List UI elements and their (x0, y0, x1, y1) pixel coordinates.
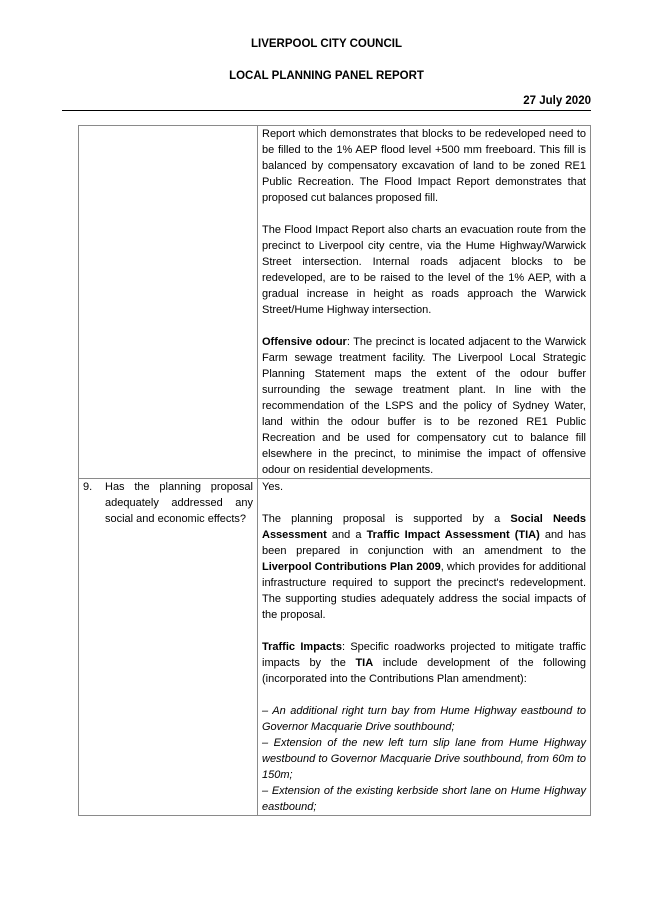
traffic-paragraph (262, 639, 586, 687)
traffic-text-1: : Specific roadworks projected to mitigate traffic impacts by the (262, 641, 586, 669)
social-text-2: and a (326, 529, 367, 541)
roadwork-item: – An additional right turn bay from Hume Highway eastbound to Governor Macquarie Drive southbound; (262, 705, 586, 733)
social-paragraph (262, 511, 586, 623)
question-cell (79, 479, 258, 816)
question-text: Has the planning proposal adequately addressed any social and economic effects? (105, 481, 253, 525)
table-row (79, 479, 591, 816)
header-rule (62, 110, 591, 111)
answer-short: Yes. (262, 481, 284, 493)
tia-abbrev: TIA (355, 657, 374, 669)
social-text-1: The planning proposal is supported by a (262, 513, 511, 525)
answer-cell (258, 126, 591, 479)
traffic-text-2: include development of the following (incorporated into the Contributions Plan amendment): (262, 657, 586, 685)
table-row (79, 126, 591, 479)
question-cell (79, 126, 258, 479)
contributions-plan-term: Liverpool Contributions Plan 2009 (262, 561, 441, 573)
odour-text: : The precinct is located adjacent to the Warwick Farm sewage treatment facility. The Liverpool Local Strategic Planning Statement maps the extent of the odour buffer surrounding the sewage treatment plant. In line with the recommendation of the LSPS and the policy of Sydney Water, land within the odour buffer is to be rezoned RE1 Public Recreation and be used for compensatory cut to balance fill elsewhere in the precinct, to minimise the impact of offensive odour on residential developments. (262, 336, 587, 476)
answer-cell (258, 479, 591, 816)
flood-paragraph-2: The Flood Impact Report also charts an evacuation route from the precinct to Liverpool city centre, via the Hume Highway/Warwick Street intersection. Internal roads adjacent blocks to be redeveloped, are to be raised to the level of the 1% AEP, with a gradual increase in height as roads approach the Warwick Street/Hume Highway intersection. (262, 224, 586, 316)
odour-paragraph (262, 334, 586, 478)
traffic-heading: Traffic Impacts (262, 641, 342, 653)
tia-term: Traffic Impact Assessment (TIA) (366, 529, 540, 541)
roadwork-item: – Extension of the new left turn slip lane from Hume Highway westbound to Governor Macquarie Drive southbound, from 60m to 150m; (262, 737, 586, 781)
report-date: 27 July 2020 (523, 95, 591, 107)
social-text-3: and has been prepared in conjunction with an amendment to the (262, 529, 586, 557)
roadwork-item: – Extension of the existing kerbside short lane on Hume Highway eastbound; (262, 785, 586, 813)
council-title: LIVERPOOL CITY COUNCIL (250, 38, 402, 50)
assessment-table (78, 125, 591, 816)
social-needs-term: Social Needs Assessment (262, 513, 586, 541)
flood-paragraph-1: Report which demonstrates that blocks to be redeveloped need to be filled to the 1% AEP flood level +500 mm freeboard. This fill is balanced by compensatory excavation of land to be zoned RE1 Public Recreation. The Flood Impact Report demonstrates that proposed cut balances proposed fill. (262, 128, 586, 204)
odour-heading: Offensive odour (262, 336, 347, 348)
question-number: 9. (83, 481, 93, 493)
social-text-4: , which provides for additional infrastructure required to support the precinct's redevelopment. The supporting studies adequately address the social impacts of the proposal. (262, 561, 586, 621)
report-title: LOCAL PLANNING PANEL REPORT (229, 70, 424, 82)
